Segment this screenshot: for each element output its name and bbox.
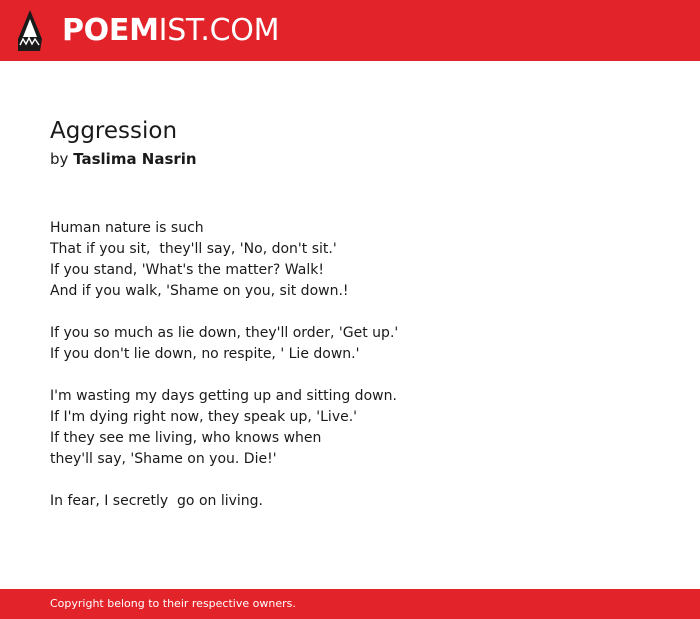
poem-byline [50, 148, 197, 170]
poem-author: Taslima Nasrin [73, 150, 197, 168]
poem-line: And if you walk, 'Shame on you, sit down.! [50, 283, 349, 299]
pen-nib-icon [18, 10, 42, 51]
stanza [50, 218, 670, 302]
poem-body [50, 218, 670, 533]
site-header [0, 0, 700, 61]
site-logo[interactable] [62, 11, 279, 51]
poem-line: If you don't lie down, no respite, ' Lie down.' [50, 346, 360, 362]
poem-line: If they see me living, who knows when [50, 430, 322, 446]
stanza [50, 323, 670, 365]
logo-light-text: IST.COM [158, 13, 280, 48]
poem-line: If you so much as lie down, they'll order, 'Get up.' [50, 325, 399, 341]
poem-line: In fear, I secretly go on living. [50, 493, 263, 509]
stanza [50, 386, 670, 470]
site-footer [0, 589, 700, 619]
poem-line: I'm wasting my days getting up and sitting down. [50, 388, 397, 404]
logo-bold-text: POEM [62, 13, 159, 48]
poem-line: That if you sit, they'll say, 'No, don't sit.' [50, 241, 337, 257]
poem-line: If I'm dying right now, they speak up, 'Live.' [50, 409, 358, 425]
poem-title: Aggression [50, 118, 178, 144]
poem-line: they'll say, 'Shame on you. Die!' [50, 451, 277, 467]
poem-line: Human nature is such [50, 220, 204, 236]
copyright-text: Copyright belong to their respective owners. [50, 597, 296, 610]
by-label: by [50, 150, 69, 168]
poem-line: If you stand, 'What's the matter? Walk! [50, 262, 324, 278]
stanza [50, 491, 670, 512]
